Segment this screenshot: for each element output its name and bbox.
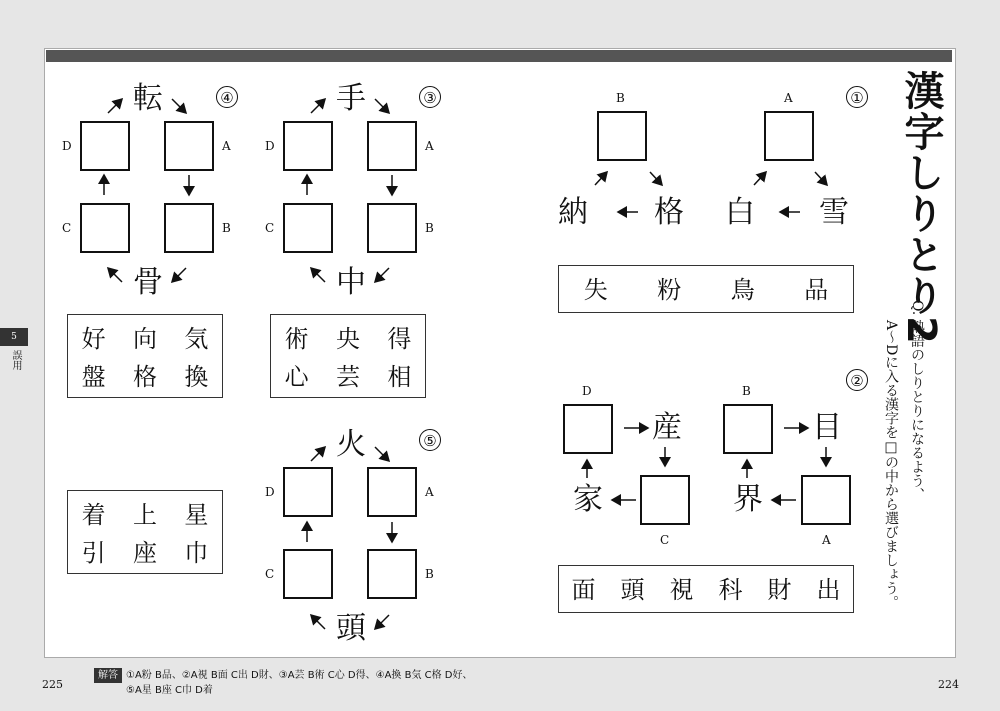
- answer-box-b[interactable]: [367, 549, 417, 599]
- choice-kanji[interactable]: 鳥: [730, 276, 755, 304]
- chapter-label: 誤用: [10, 350, 21, 370]
- label-a: A: [222, 139, 231, 153]
- label-b: B: [742, 384, 751, 398]
- label-c: C: [265, 221, 275, 235]
- answer-key: [94, 668, 473, 698]
- chain-kanji-4: 家: [573, 482, 603, 517]
- puzzle-number: ①: [846, 86, 868, 108]
- label-d: D: [265, 485, 275, 499]
- label-c: C: [265, 567, 275, 581]
- label-d: D: [62, 139, 72, 153]
- bottom-kanji: 頭: [336, 611, 366, 646]
- answer-box-c[interactable]: [283, 549, 333, 599]
- choice-kanji[interactable]: 座: [132, 539, 157, 567]
- page-title: 漢字しりとり2: [898, 70, 944, 345]
- choice-kanji[interactable]: 着: [81, 501, 106, 529]
- choices-box: [67, 314, 223, 398]
- chain-kanji-1: 雪: [819, 195, 849, 230]
- answer-badge: 解答: [94, 668, 122, 683]
- answer-box-b[interactable]: [367, 203, 417, 253]
- chain-kanji-4: 納: [558, 195, 588, 230]
- answer-box-a[interactable]: [164, 121, 214, 171]
- answer-line-1: ①A粉 B品、②A視 B面 C出 D財、③A芸 B術 C心 D得、④A換 B気 C格 D好、: [126, 670, 473, 681]
- answer-box-c[interactable]: [80, 203, 130, 253]
- chain-kanji-2: 界: [733, 482, 763, 517]
- choice-kanji[interactable]: 視: [669, 576, 694, 604]
- label-d: D: [582, 384, 592, 398]
- choice-kanji[interactable]: 粉: [657, 276, 682, 304]
- choice-kanji[interactable]: 巾: [184, 539, 209, 567]
- choice-kanji[interactable]: 引: [81, 539, 106, 567]
- choices-box: [558, 565, 854, 613]
- choice-kanji[interactable]: 換: [184, 363, 209, 391]
- choice-kanji[interactable]: 星: [184, 501, 209, 529]
- choice-kanji[interactable]: 術: [284, 325, 309, 353]
- choice-kanji[interactable]: 品: [804, 276, 829, 304]
- label-a: A: [822, 533, 831, 547]
- choice-kanji[interactable]: 好: [81, 325, 106, 353]
- bottom-kanji: 骨: [133, 265, 163, 300]
- answer-box-d[interactable]: [80, 121, 130, 171]
- answer-box-b[interactable]: [164, 203, 214, 253]
- label-c: C: [660, 533, 670, 547]
- chain-kanji-3: 産: [652, 410, 682, 445]
- choice-kanji[interactable]: 向: [132, 325, 157, 353]
- question-line-2: A〜Dに入る漢字を□の中から選びましょう。: [883, 320, 899, 610]
- label-a: A: [784, 91, 793, 105]
- choice-kanji[interactable]: 央: [335, 325, 360, 353]
- choice-kanji[interactable]: 出: [816, 576, 841, 604]
- label-b: B: [222, 221, 231, 235]
- top-kanji: 火: [336, 427, 366, 462]
- label-b: B: [616, 91, 625, 105]
- chain-kanji-3: 格: [654, 195, 684, 230]
- chain-kanji-1: 目: [812, 410, 842, 445]
- bottom-kanji: 中: [336, 265, 366, 300]
- choice-kanji[interactable]: 科: [718, 576, 743, 604]
- top-kanji: 転: [133, 81, 163, 116]
- choice-kanji[interactable]: 格: [132, 363, 157, 391]
- chain-kanji-2: 白: [725, 195, 755, 230]
- answer-line-2: ⑤A星 B座 C巾 D着: [126, 685, 213, 696]
- puzzle-number: ②: [846, 369, 868, 391]
- label-b: B: [425, 221, 434, 235]
- choices-box: [67, 490, 223, 574]
- label-a: A: [425, 485, 434, 499]
- answer-box-b[interactable]: [597, 111, 647, 161]
- choice-kanji[interactable]: 面: [571, 576, 596, 604]
- chapter-tab: 5: [0, 328, 28, 346]
- answer-box-a[interactable]: [367, 467, 417, 517]
- label-a: A: [425, 139, 434, 153]
- choices-box: [270, 314, 426, 398]
- choice-kanji[interactable]: 芸: [335, 363, 360, 391]
- label-b: B: [425, 567, 434, 581]
- question-line-1: Q. 熟語のしりとりになるよう、: [909, 300, 925, 502]
- answer-box-a[interactable]: [367, 121, 417, 171]
- answer-box-c[interactable]: [283, 203, 333, 253]
- answer-box-d[interactable]: [283, 121, 333, 171]
- top-kanji: 手: [336, 81, 366, 116]
- label-d: D: [265, 139, 275, 153]
- label-c: C: [62, 221, 72, 235]
- choice-kanji[interactable]: 気: [184, 325, 209, 353]
- answer-box-a[interactable]: [801, 475, 851, 525]
- choice-kanji[interactable]: 頭: [620, 576, 645, 604]
- choices-box: [558, 265, 854, 313]
- answer-box-d[interactable]: [563, 404, 613, 454]
- choice-kanji[interactable]: 相: [387, 363, 412, 391]
- choice-kanji[interactable]: 盤: [81, 363, 106, 391]
- page-number-right: 224: [938, 678, 959, 691]
- puzzle-number: ⑤: [419, 429, 441, 451]
- choice-kanji[interactable]: 財: [767, 576, 792, 604]
- choice-kanji[interactable]: 得: [387, 325, 412, 353]
- choice-kanji[interactable]: 上: [132, 501, 157, 529]
- answer-box-d[interactable]: [283, 467, 333, 517]
- puzzle-number: ④: [216, 86, 238, 108]
- answer-box-c[interactable]: [640, 475, 690, 525]
- answer-box-b[interactable]: [723, 404, 773, 454]
- page-number-left: 225: [42, 678, 63, 691]
- answer-box-a[interactable]: [764, 111, 814, 161]
- puzzle-number: ③: [419, 86, 441, 108]
- choice-kanji[interactable]: 心: [284, 363, 309, 391]
- choice-kanji[interactable]: 失: [583, 276, 608, 304]
